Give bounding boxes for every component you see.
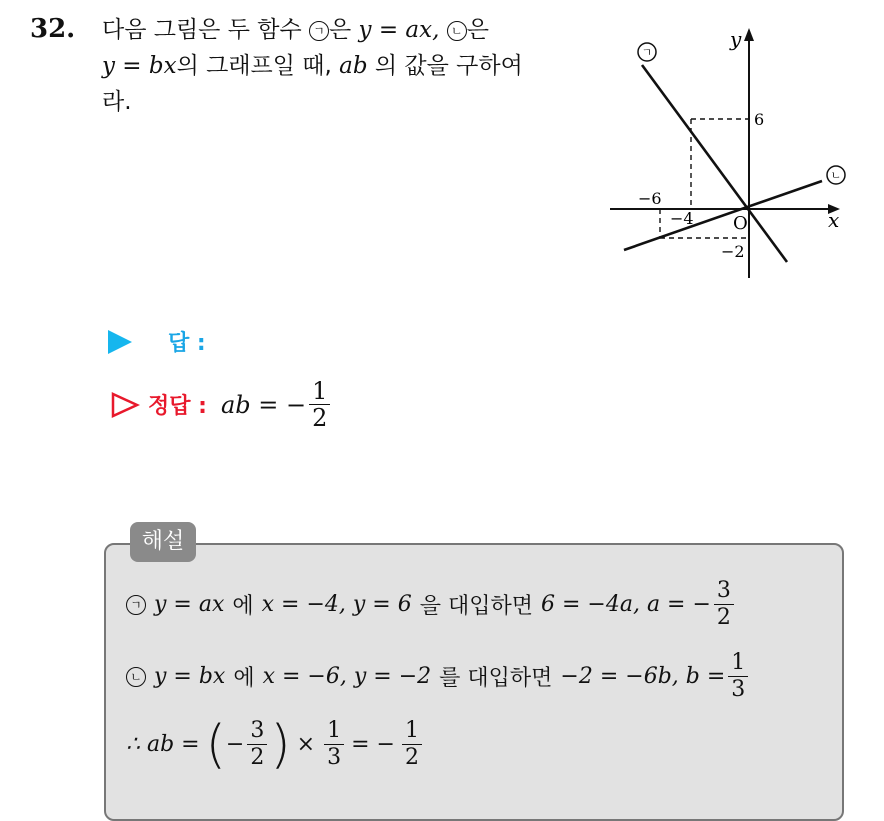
solution-l3-equals: = −	[351, 732, 395, 757]
tick-label-y6: 6	[754, 110, 765, 129]
tick-label-y-2: −2	[721, 242, 745, 261]
label-nieun: ㄴ	[830, 169, 842, 182]
circled-giyeok-icon: ㄱ	[309, 21, 329, 41]
tick-label-x-4: −4	[670, 209, 694, 228]
question-line1-text-b: 은	[329, 17, 359, 43]
coordinate-graph	[600, 20, 860, 288]
solution-line-3	[126, 714, 425, 775]
circled-giyeok-icon: ㄱ	[126, 595, 146, 615]
question-number: 32.	[30, 14, 76, 44]
solution-l1-result: 6 = −4a, a = −	[541, 592, 711, 617]
solution-l3-fraction-3	[402, 718, 422, 771]
y-axis-arrow-icon	[744, 28, 754, 41]
solution-l3-therefore: ∴ ab =	[126, 732, 200, 757]
solution-l2-result: −2 = −6b, b =	[560, 664, 726, 689]
fraction-denominator: 3	[731, 677, 746, 702]
answer-row	[108, 326, 206, 357]
question-line1-text-c: 은	[466, 17, 489, 43]
correct-answer-math	[221, 378, 333, 431]
solution-tag: 해설	[130, 522, 196, 562]
tick-label-x-6: −6	[638, 189, 662, 208]
fraction-denominator: 2	[312, 404, 328, 432]
fraction-numerator: 1	[402, 718, 422, 745]
fraction-numerator: 3	[714, 578, 734, 605]
solution-l3-negative: −	[225, 732, 245, 757]
solution-l2-text: 에	[233, 666, 255, 691]
origin-label: O	[733, 213, 748, 234]
graph-line-giyeok	[642, 65, 787, 262]
solution-l1-text-b: 을 대입하면	[419, 594, 533, 619]
correct-arrow-icon	[110, 391, 140, 419]
equation-y-ax: y = ax,	[358, 17, 440, 43]
solution-l1-substitution: x = −4, y = 6	[261, 592, 412, 617]
solution-l3-fraction-1	[247, 718, 267, 771]
x-axis-label: x	[828, 208, 840, 232]
variable-ab: ab	[339, 53, 368, 79]
correct-answer-lhs: ab = −	[220, 390, 307, 419]
solution-line-2	[126, 650, 751, 703]
times-sign: ×	[296, 732, 316, 757]
equation-y-bx: y = bx	[102, 53, 177, 79]
close-paren: )	[270, 714, 291, 775]
fraction-numerator: 3	[247, 718, 267, 745]
y-axis-label: y	[730, 27, 742, 51]
question-line2-text-b: 의 값을 구하여	[367, 53, 523, 79]
fraction-denominator: 2	[250, 745, 265, 770]
correct-answer-row	[110, 378, 333, 431]
solution-l2-equation: y = bx	[154, 664, 226, 689]
question-line2-text: 의 그래프일 때,	[176, 53, 340, 79]
solution-l1-text: 에	[232, 594, 254, 619]
fraction-denominator: 3	[327, 745, 342, 770]
fraction-numerator: 1	[309, 378, 330, 405]
fraction-numerator: 1	[728, 650, 748, 677]
open-paren: (	[205, 714, 226, 775]
question-line1-text: 다음 그림은 두 함수	[102, 17, 309, 43]
circled-nieun-icon: ㄴ	[126, 667, 146, 687]
solution-line-1	[126, 578, 737, 631]
correct-answer-label: 정답 :	[148, 394, 207, 419]
solution-l2-text-b: 를 대입하면	[439, 666, 553, 691]
answer-label: 답 :	[168, 331, 206, 356]
question-text	[102, 12, 582, 120]
correct-answer-fraction	[309, 378, 330, 431]
fraction-denominator: 2	[716, 605, 731, 630]
answer-arrow-icon	[108, 330, 132, 354]
solution-l1-equation: y = ax	[154, 592, 225, 617]
fraction-numerator: 1	[324, 718, 344, 745]
fraction-denominator: 2	[404, 745, 419, 770]
solution-l3-fraction-2	[324, 718, 344, 771]
label-giyeok: ㄱ	[641, 46, 653, 59]
solution-l2-fraction	[728, 650, 748, 703]
solution-l2-substitution: x = −6, y = −2	[262, 664, 432, 689]
solution-l1-fraction	[714, 578, 734, 631]
circled-nieun-icon: ㄴ	[447, 21, 467, 41]
question-line3-text: 라.	[102, 89, 132, 115]
